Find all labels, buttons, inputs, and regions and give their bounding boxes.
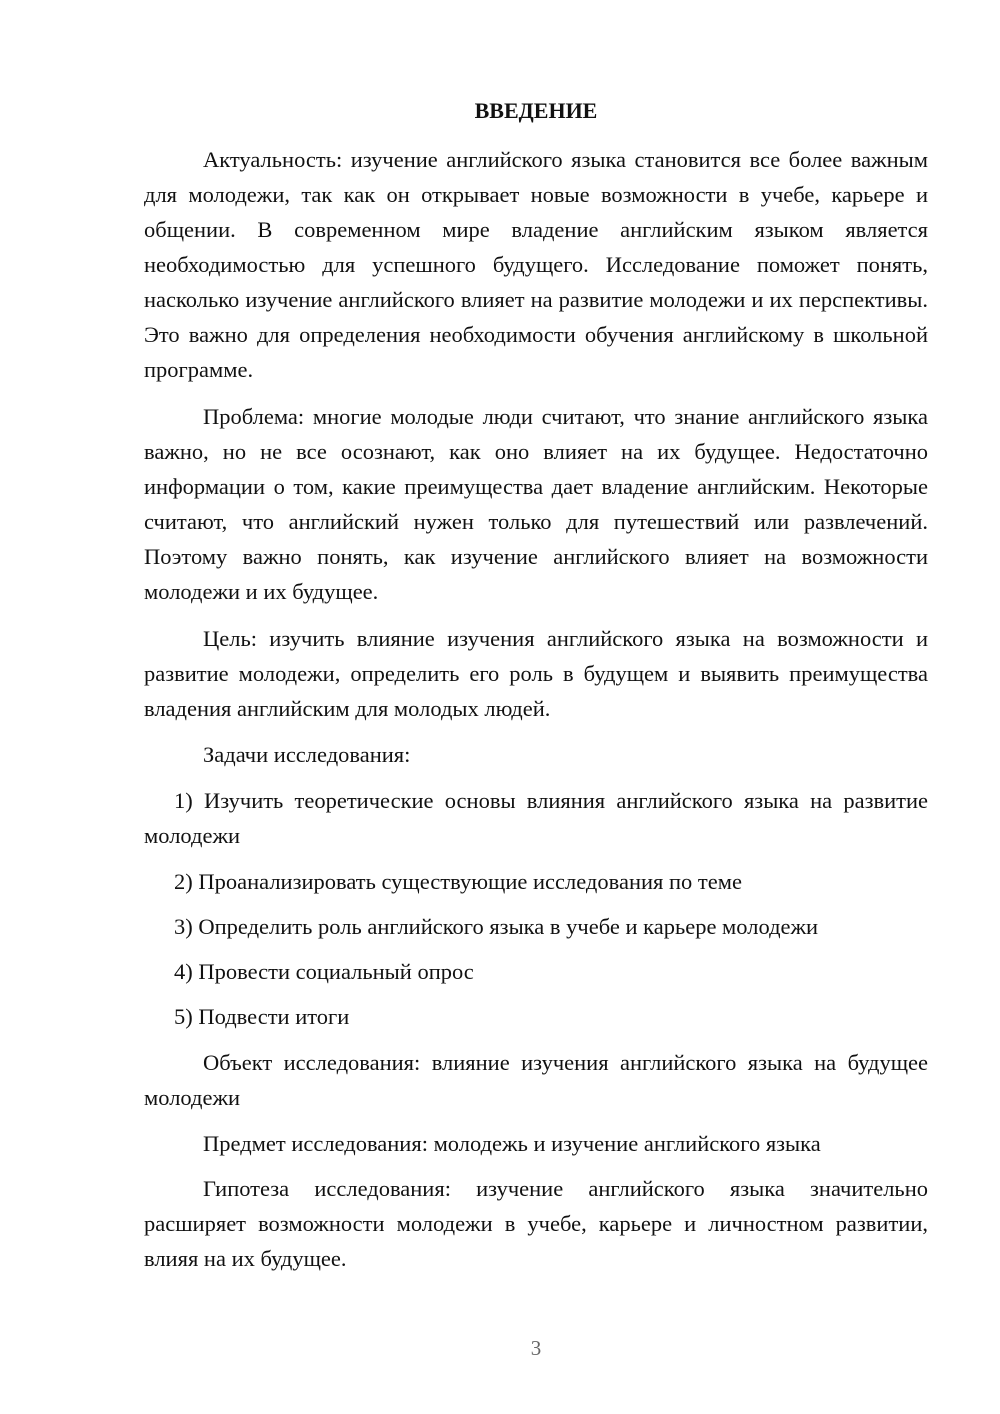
paragraph-relevance: Актуальность: изучение английского языка становится все более важным для молодежи, так как он открывает новые возможности в учебе, карьере и общении. В современном мире владение английским языком является необходимостью для успешного будущего. Исследование поможет понять, насколько изучение английского влияет на развитие молодежи и их перспективы. Это важно для определения необходимости обучения английскому в школьной программе. bbox=[144, 147, 928, 382]
paragraph-problem: Проблема: многие молодые люди считают, что знание английского языка важно, но не все осознают, как оно влияет на их будущее. Недостаточно информации о том, какие преимущества дает владение английским. Некоторые считают, что английский нужен только для путешествий или развлечений. Поэтому важно понять, как изучение английского влияет на возможности молодежи и их будущее. bbox=[144, 404, 928, 604]
task-item-5: 5) Подвести итоги bbox=[174, 1004, 350, 1029]
page-number: 3 bbox=[530, 1336, 542, 1360]
task-item-1: 1) Изучить теоретические основы влияния английского языка на развитие молодежи bbox=[144, 788, 928, 848]
page-title: ВВЕДЕНИЕ bbox=[474, 98, 598, 123]
paragraph-goal: Цель: изучить влияние изучения английского языка на возможности и развитие молодежи, определить его роль в будущем и выявить преимущества владения английским для молодых людей. bbox=[144, 626, 928, 721]
task-item-3: 3) Определить роль английского языка в учебе и карьере молодежи bbox=[174, 914, 819, 939]
paragraph-subject: Предмет исследования: молодежь и изучение английского языка bbox=[203, 1131, 821, 1156]
task-item-2: 2) Проанализировать существующие исследования по теме bbox=[174, 869, 742, 894]
task-item-4: 4) Провести социальный опрос bbox=[174, 959, 474, 984]
paragraph-hypothesis: Гипотеза исследования: изучение английского языка значительно расширяет возможности молодежи в учебе, карьере и личностном развитии, влияя на их будущее. bbox=[144, 1176, 928, 1271]
tasks-heading: Задачи исследования: bbox=[203, 742, 411, 767]
paragraph-object: Объект исследования: влияние изучения английского языка на будущее молодежи bbox=[144, 1050, 928, 1110]
